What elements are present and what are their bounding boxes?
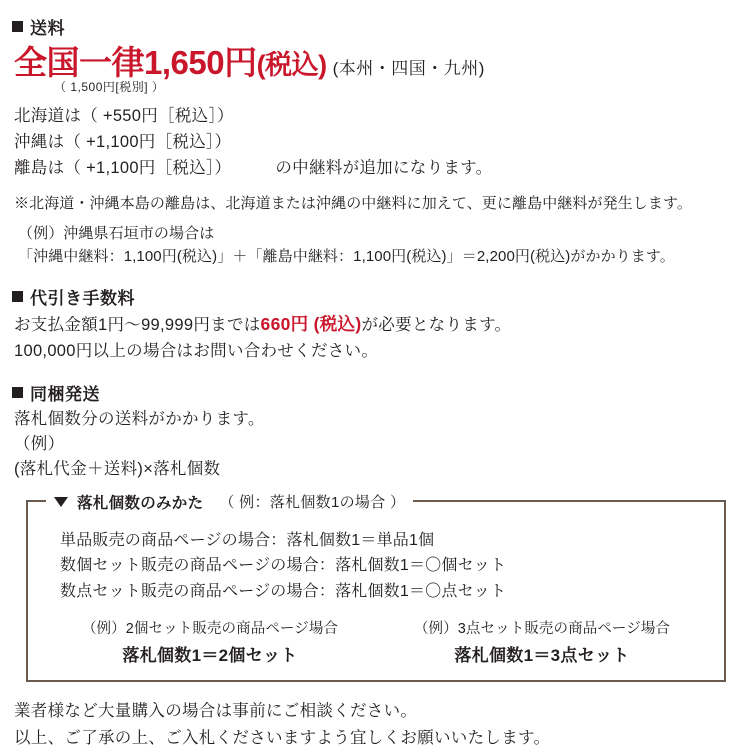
cod-line-1 [14,311,740,339]
legend-example-caption: （例）3点セット販売の商品ページ場合 [413,621,671,638]
footer-notes [14,698,740,751]
triangle-down-icon [54,497,68,507]
shipping-price-hero [14,43,740,82]
legend-example-caption: （例）2個セット販売の商品ページ場合 [81,621,339,638]
shipping-surcharge-list [14,103,740,181]
shipping-example-line-1: （例）沖縄県石垣市の場合は [18,224,215,242]
bundle-line-2: （例） [14,435,65,454]
shipping-price-amount: 全国一律1,650円 [14,44,257,81]
bundle-heading [12,380,740,405]
square-bullet-icon [12,387,23,398]
legend-title-example: （ 例：落札個数1の場合 ） [219,494,406,512]
legend-example-column [44,617,376,666]
surcharge-remote-islands: 離島は（ +1,100円［税込］） [14,159,232,178]
shipping-heading-label: 送料 [30,19,65,38]
legend-row: 数点セット販売の商品ページの場合：落札個数1＝〇点セット [60,583,507,601]
square-bullet-icon [12,291,23,302]
bundle-line-3: (落札代金＋送料)×落札個数 [14,459,221,478]
shipping-section [12,14,740,268]
legend-example-value: 落札個数1＝3点セット [454,646,630,666]
cod-line-1-post: が必要となります。 [361,316,512,335]
shipping-heading [12,14,740,39]
surcharge-row-remote-islands [14,155,740,181]
surcharge-row-okinawa [14,129,740,155]
surcharge-note: の中継料が追加になります。 [275,159,493,178]
cod-line-1-pre: お支払金額1円～99,999円までは [14,316,261,335]
legend-example-columns [44,617,708,666]
legend-row: 単品販売の商品ページの場合：落札個数1＝単品1個 [60,531,435,549]
cod-fee-amount: 660円 (税込) [260,314,362,335]
bundle-section [12,380,740,481]
bundle-heading-label: 同梱発送 [30,385,100,405]
surcharge-row-hokkaido [14,103,740,129]
bundle-line-1: 落札個数分の送料がかかります。 [14,410,265,429]
bid-count-legend-box [26,494,726,683]
shipping-price-pretax: （ 1,500円[税別] ） [54,80,165,94]
shipping-price-region: (本州・四国・九州) [332,59,485,78]
legend-row-list [60,528,708,606]
footer-line: 業者様など大量購入の場合は事前にご相談ください。 [14,702,418,721]
cod-heading-label: 代引き手数料 [30,289,135,309]
cod-line-2: 100,000円以上の場合はお問い合わせください。 [14,341,379,360]
surcharge-hokkaido: 北海道は（ +550円［税込］） [14,107,234,125]
cod-fee-section [12,284,740,364]
legend-example-value: 落札個数1＝2個セット [122,646,298,666]
square-bullet-icon [12,21,23,32]
legend-title [46,491,413,513]
legend-title-label: 落札個数のみかた [77,494,204,512]
shipping-example-line-2: 「沖縄中継料：1,100円(税込)」＋「離島中継料：1,100円(税込)」＝2,200円(税込)がかかります。 [18,247,675,265]
cod-heading [12,284,740,309]
legend-row: 数個セット販売の商品ページの場合：落札個数1＝〇個セット [60,557,507,575]
shipping-asterisk-note: ※北海道・沖縄本島の離島は、北海道または沖縄の中継料に加えて、更に離島中継料が発生します。 [14,195,693,213]
surcharge-okinawa: 沖縄は（ +1,100円［税込］） [14,133,232,152]
shipping-price-tax-label: (税込) [256,50,327,80]
footer-line: 以上、ご了承の上、ご入札くださいますよう宜しくお願いいたします。 [14,729,551,747]
legend-example-column [376,617,708,666]
